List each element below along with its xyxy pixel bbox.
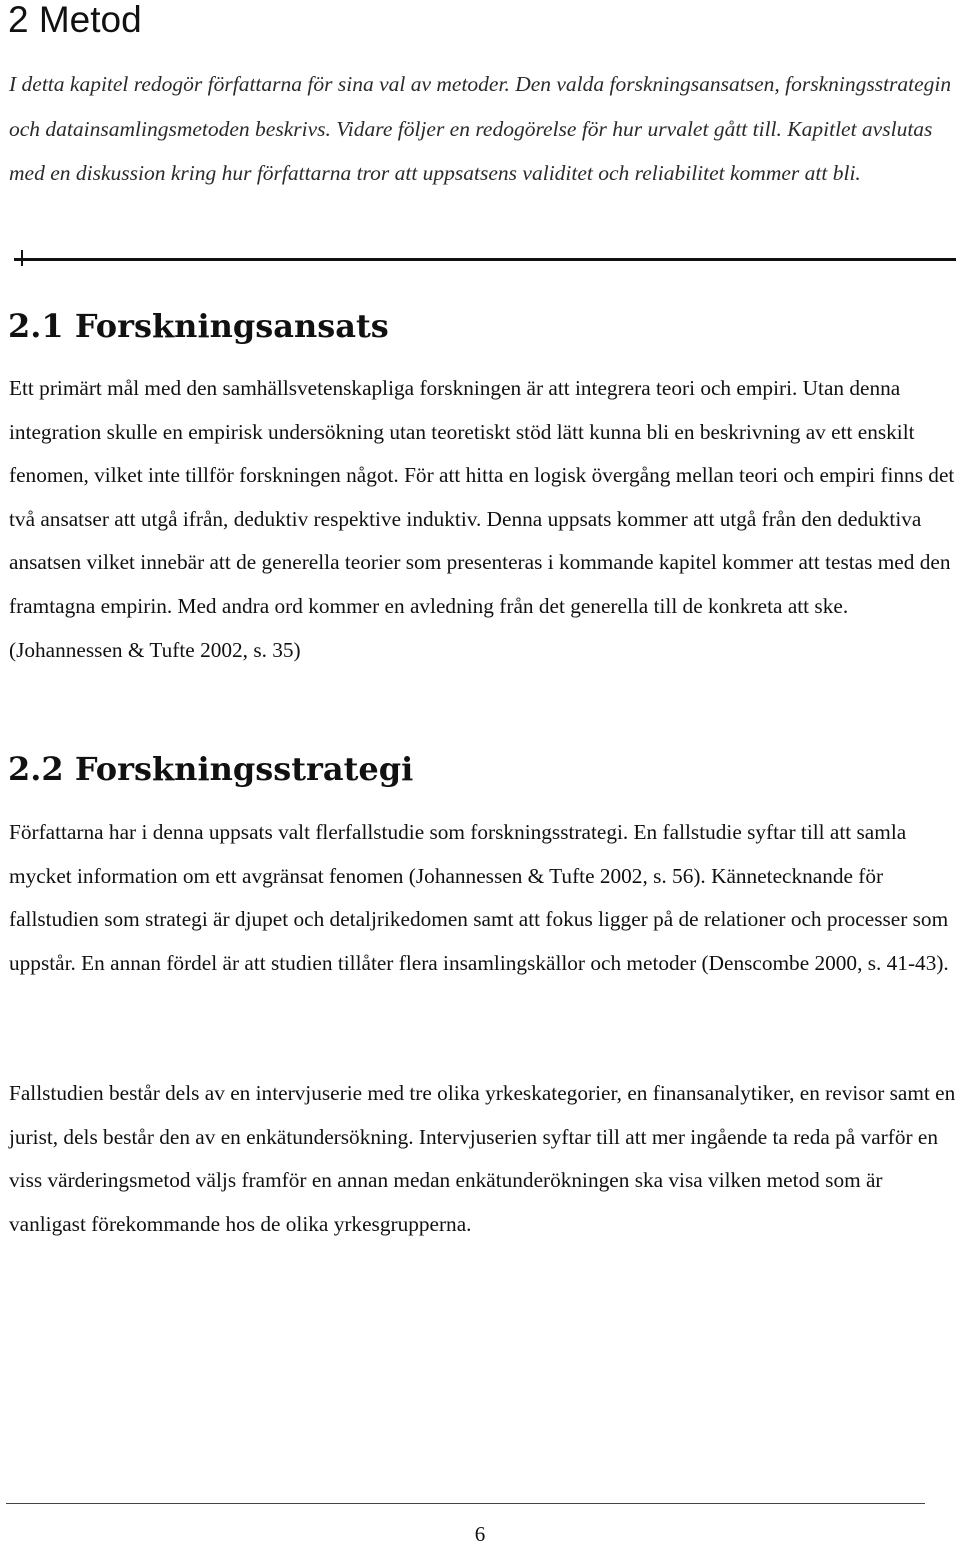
paragraph-forskningsstrategi-2: Fallstudien består dels av en intervjuserie med tre olika yrkeskategorier, en finansanalytiker, en revisor samt en jurist, dels består den av en enkätundersökning. Intervjuserien syftar till att mer ingående ta reda på varför en viss värderingsmetod väljs framför en annan medan enkätunderökningen ska visa vilken metod som är vanligast förekommande hos de olika yrkesgrupperna. (9, 1081, 956, 1236)
footer-divider (6, 1503, 925, 1504)
chapter-intro: I detta kapitel redogör författarna för sina val av metoder. Den valda forskningsansatsen, forskningsstrategin och datainsamlingsmetoden beskrivs. Vidare följer en redogörelse för hur urvalet gått till. Kapitlet avslutas med en diskussion kring hur författarna tror att uppsatsens validitet och reliabilitet kommer att bli. (9, 72, 952, 186)
paragraph-forskningsstrategi-1: Författarna har i denna uppsats valt flerfallstudie som forskningsstrategi. En fallstudie syftar till att samla mycket information om ett avgränsat fenomen (Johannessen & Tufte 2002, s. 56). Kännetecknande för fallstudien som strategi är djupet och detaljrikedomen samt att fokus ligger på de relationer och processer som uppstår. En annan fördel är att studien tillåter flera insamlingskällor och metoder (Denscombe 2000, s. 41-43). (9, 820, 949, 975)
page-number: 6 (474, 1522, 486, 1546)
chapter-title: 2 Metod (8, 0, 142, 40)
paragraph-forskningsansats: Ett primärt mål med den samhällsvetenskapliga forskningen är att integrera teori och empiri. Utan denna integration skulle en empirisk undersökning utan teoretiskt stöd lätt kunna bli en beskrivning av ett enskilt fenomen, vilket inte tillför forskningen något. För att hitta en logisk övergång mellan teori och empiri finns det två ansatser att utgå ifrån, deduktiv respektive induktiv. Denna uppsats kommer att utgå från den deduktiva ansatsen vilket innebär att de generella teorier som presenteras i kommande kapitel kommer att testas med den framtagna empirin. Med andra ord kommer en avledning från det generella till de konkreta att ske. (Johannessen & Tufte 2002, s. 35) (9, 376, 955, 662)
section-heading-forskningsansats: 2.1 Forskningsansats (8, 307, 389, 345)
section-divider-marker-stub (14, 258, 24, 261)
section-divider (24, 258, 956, 261)
section-heading-forskningsstrategi: 2.2 Forskningsstrategi (8, 750, 414, 788)
